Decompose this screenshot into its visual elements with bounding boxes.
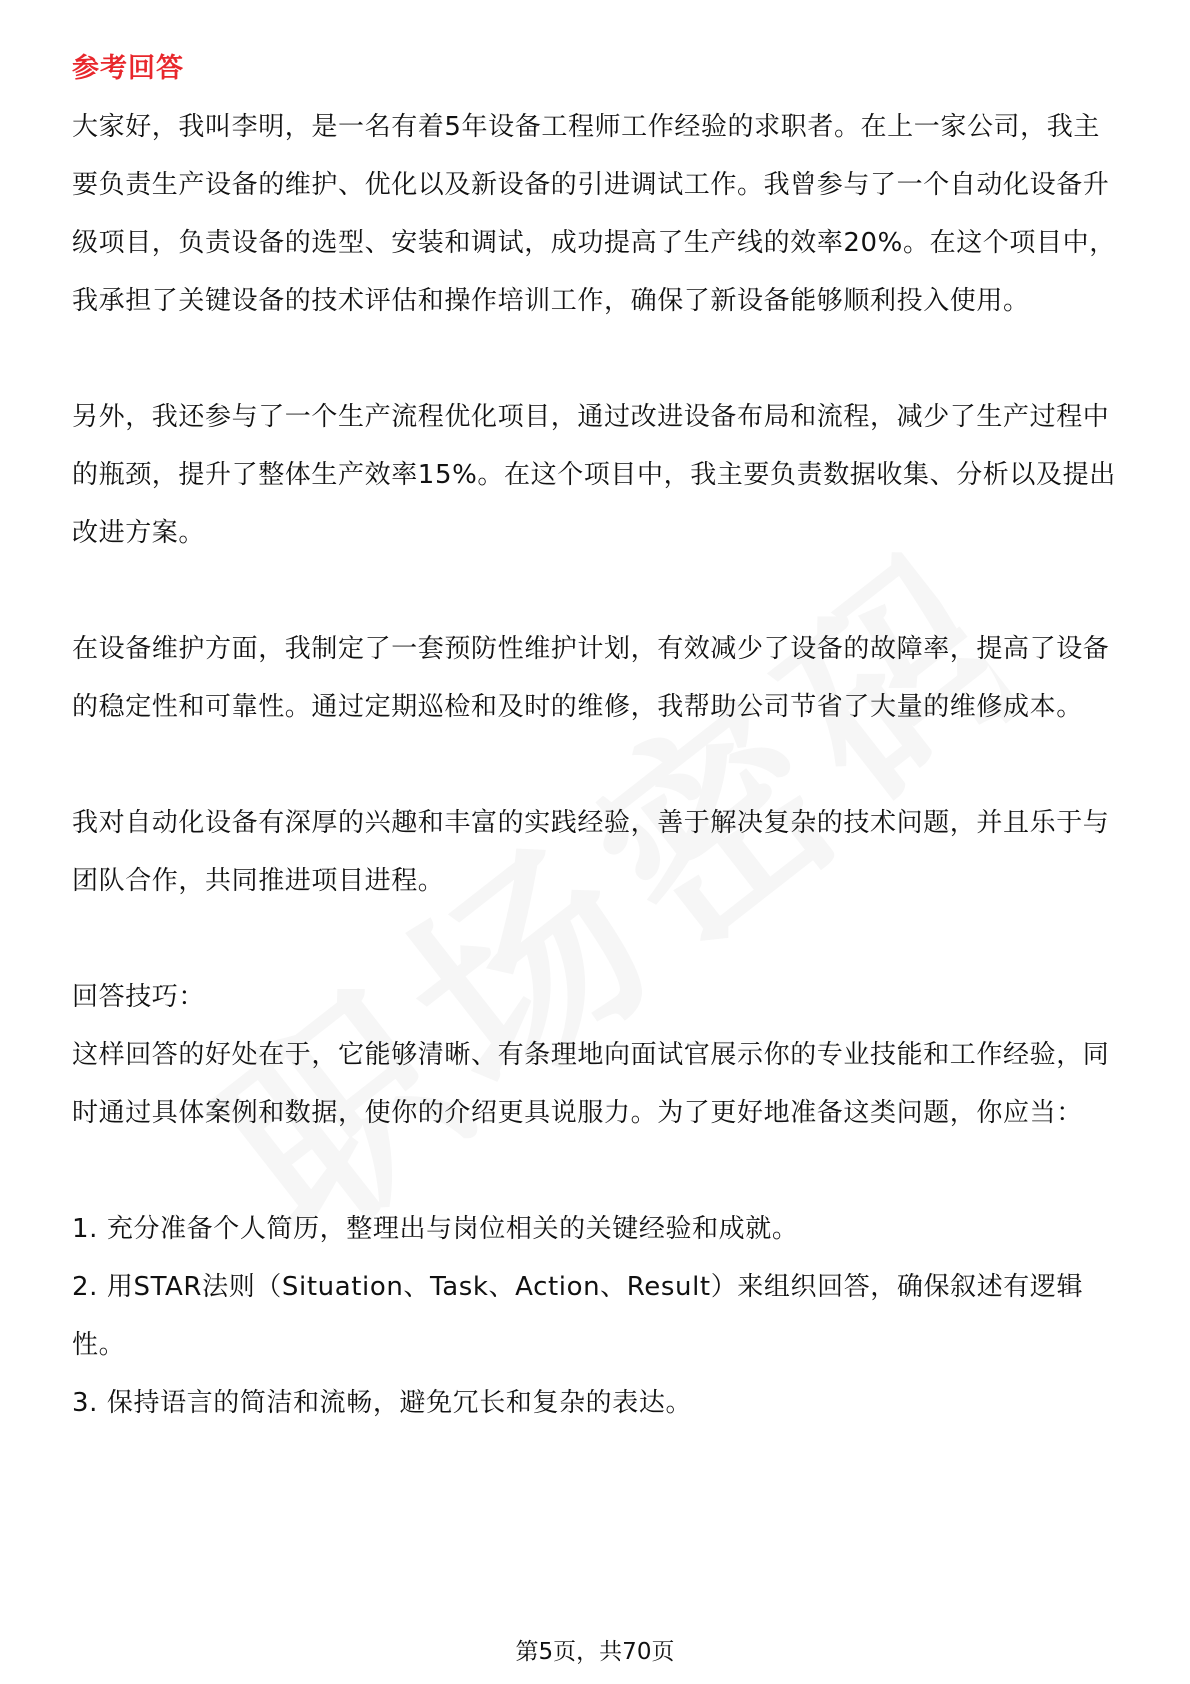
tips-intro: 这样回答的好处在于，它能够清晰、有条理地向面试官展示你的专业技能和工作经验，同时通过具体案例和数据，使你的介绍更具说服力。为了更好地准备这类问题，你应当： bbox=[72, 1040, 1110, 1128]
paragraph-gap bbox=[72, 330, 1118, 388]
tips-list-item: 2. 用STAR法则（Situation、Task、Action、Result）来组织回答，确保叙述有逻辑性。 bbox=[72, 1272, 1084, 1360]
paragraph-gap bbox=[72, 736, 1118, 794]
answer-paragraph-4: 我对自动化设备有深厚的兴趣和丰富的实践经验，善于解决复杂的技术问题，并且乐于与团队合作，共同推进项目进程。 bbox=[72, 808, 1110, 896]
document-page bbox=[72, 52, 1118, 1432]
answer-paragraph-1: 大家好，我叫李明，是一名有着5年设备工程师工作经验的求职者。在上一家公司，我主要负责生产设备的维护、优化以及新设备的引进调试工作。我曾参与了一个自动化设备升级项目，负责设备的选型、安装和调试，成功提高了生产线的效率20%。在这个项目中，我承担了关键设备的技术评估和操作培训工作，确保了新设备能够顺利投入使用。 bbox=[72, 112, 1116, 316]
paragraph-gap bbox=[72, 1142, 1118, 1200]
tips-label: 回答技巧： bbox=[72, 982, 206, 1012]
answer-paragraph-3: 在设备维护方面，我制定了一套预防性维护计划，有效减少了设备的故障率，提高了设备的稳定性和可靠性。通过定期巡检和及时的维修，我帮助公司节省了大量的维修成本。 bbox=[72, 634, 1110, 722]
paragraph-gap bbox=[72, 910, 1118, 968]
page-number: 第5页，共70页 bbox=[515, 1639, 675, 1665]
paragraph-gap bbox=[72, 562, 1118, 620]
tips-list-item: 1. 充分准备个人简历，整理出与岗位相关的关键经验和成就。 bbox=[72, 1214, 799, 1244]
section-heading: 参考回答 bbox=[72, 53, 184, 84]
tips-list-item: 3. 保持语言的简洁和流畅，避免冗长和复杂的表达。 bbox=[72, 1388, 693, 1418]
answer-paragraph-2: 另外，我还参与了一个生产流程优化项目，通过改进设备布局和流程，减少了生产过程中的瓶颈，提升了整体生产效率15%。在这个项目中，我主要负责数据收集、分析以及提出改进方案。 bbox=[72, 402, 1116, 548]
